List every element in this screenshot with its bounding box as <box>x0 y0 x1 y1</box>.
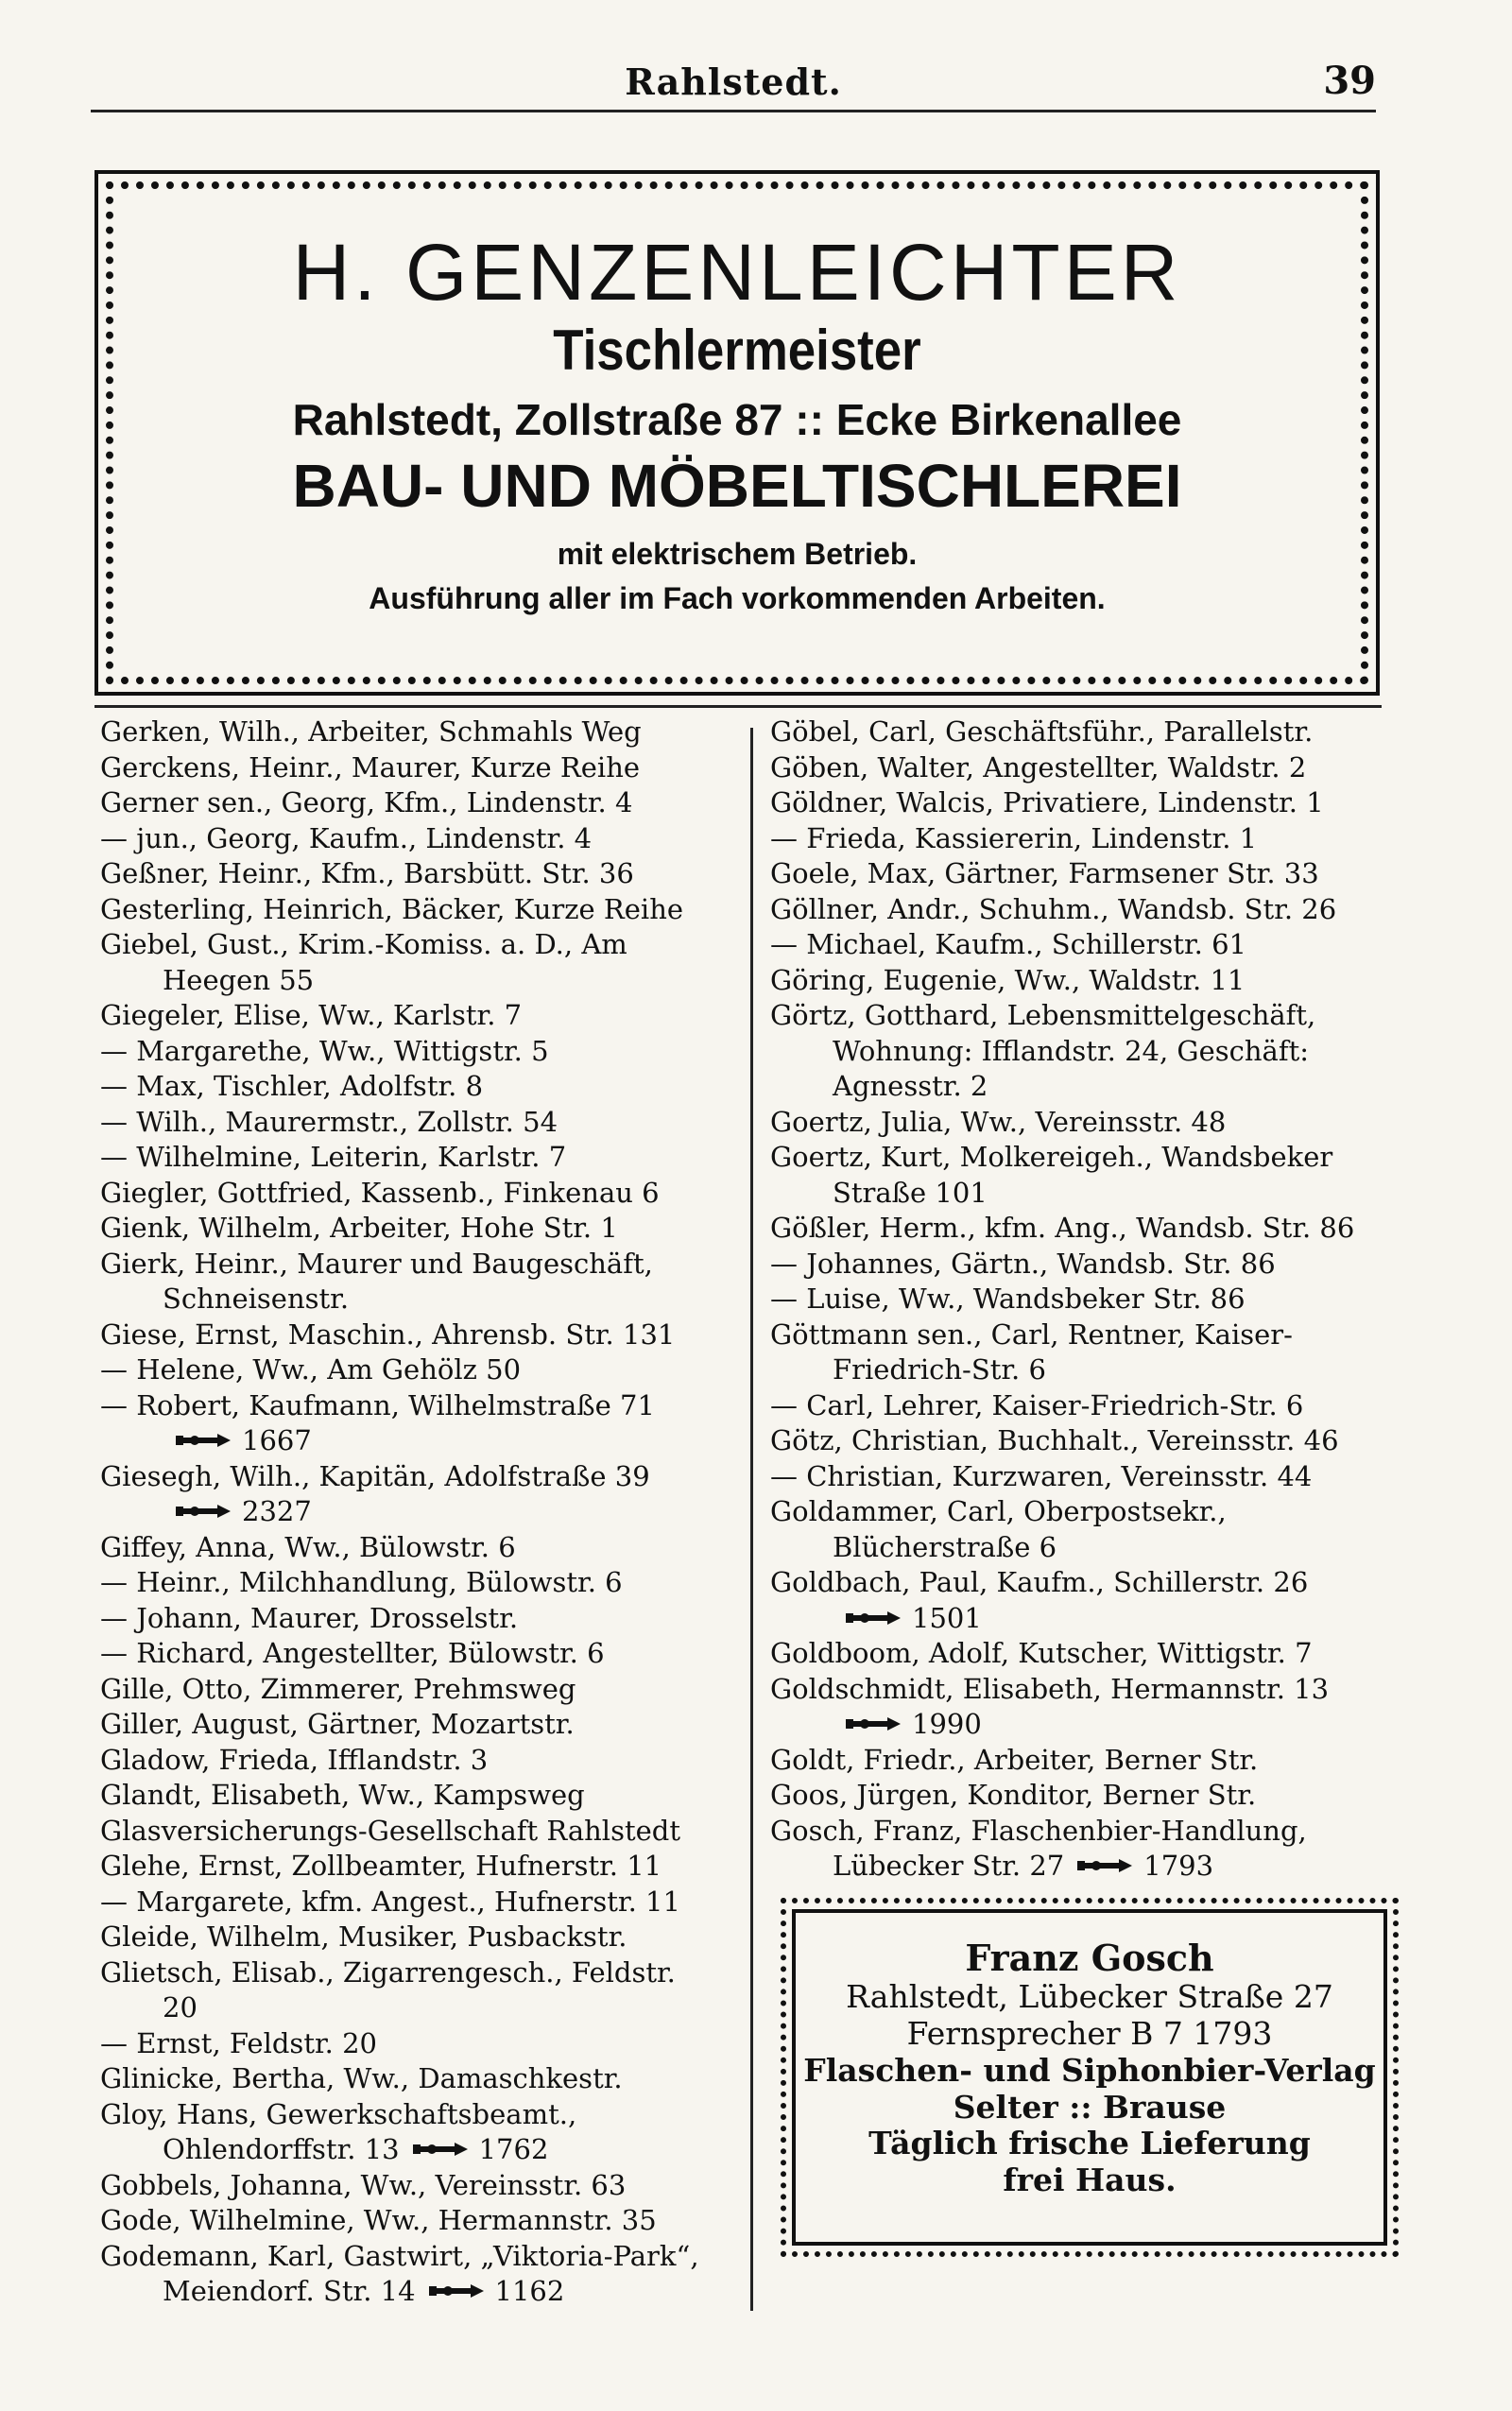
directory-entry <box>100 1530 705 1566</box>
phone-number: 2327 <box>242 1495 312 1527</box>
directory-entry <box>100 1459 705 1530</box>
entry-text: — Max, Tischler, Adolfstr. 8 <box>100 1070 484 1102</box>
directory-entry <box>100 1849 705 1885</box>
phone-number: 1762 <box>478 2133 549 2165</box>
ad-phone: Fernsprecher B 7 1793 <box>906 2014 1273 2052</box>
ad-company-name: H. GENZENLEICHTER <box>292 228 1182 317</box>
telephone-icon <box>429 2282 486 2299</box>
directory-entry <box>770 1247 1375 1283</box>
directory-entry <box>100 1352 705 1388</box>
entry-text: Goldt, Friedr., Arbeiter, Berner Str. <box>770 1743 1259 1776</box>
entry-text: — Richard, Angestellter, Bülowstr. 6 <box>100 1637 605 1669</box>
directory-entry <box>100 1069 705 1105</box>
phone-number: 1793 <box>1143 1850 1214 1882</box>
entry-text: Glietsch, Elisab., Zigarrengesch., Feldstr. 20 <box>100 1955 676 2024</box>
entry-text: Giebel, Gust., Krim.-Komiss. a. D., Am Heegen 55 <box>100 928 627 996</box>
directory-entry <box>770 1140 1375 1211</box>
directory-entry <box>770 963 1375 999</box>
directory-entry <box>100 1636 705 1672</box>
directory-entry <box>100 927 705 998</box>
entry-text: Giese, Ernst, Maschin., Ahrensb. Str. 131 <box>100 1317 676 1351</box>
ad-frame <box>792 1909 1387 2246</box>
entry-text: Glehe, Ernst, Zollbeamter, Hufnerstr. 11 <box>100 1850 662 1882</box>
directory-entry <box>100 1920 705 1955</box>
directory-entry <box>770 1565 1375 1636</box>
entry-text: — Helene, Ww., Am Gehölz 50 <box>100 1353 522 1386</box>
entry-text: Glasversicherungs-Gesellschaft Rahlstedt <box>100 1814 680 1847</box>
entry-text: Glandt, Elisabeth, Ww., Kampsweg <box>100 1779 585 1811</box>
entry-text: Giller, August, Gärtner, Mozartstr. <box>100 1708 575 1740</box>
directory-entry <box>100 2203 705 2239</box>
entry-text: Glinicke, Bertha, Ww., Damaschkestr. <box>100 2062 623 2094</box>
advertisement-genzenleichter <box>94 170 1380 696</box>
directory-entry <box>100 1743 705 1779</box>
entry-text: — Johannes, Gärtn., Wandsb. Str. 86 <box>770 1247 1276 1280</box>
directory-entry <box>770 750 1375 786</box>
entry-text: — Heinr., Milchhandlung, Bülowstr. 6 <box>100 1566 623 1598</box>
ad-products: Selter :: Brause <box>953 2088 1227 2126</box>
directory-entry <box>100 1317 705 1353</box>
ad-trade: Tischlermeister <box>553 319 921 382</box>
directory-entry <box>100 821 705 857</box>
directory-entry <box>770 1282 1375 1317</box>
telephone-icon <box>176 1503 232 1520</box>
entry-text: Götz, Christian, Buchhalt., Vereinsstr. 46 <box>770 1424 1339 1456</box>
directory-entry <box>770 1317 1375 1388</box>
directory-entry <box>100 1140 705 1176</box>
directory-entry <box>770 998 1375 1105</box>
directory-entry <box>100 750 705 786</box>
entry-text: Gesterling, Heinrich, Bäcker, Kurze Reihe <box>100 892 684 925</box>
telephone-icon <box>846 1715 902 1732</box>
directory-entry <box>100 1814 705 1850</box>
entry-text: Goertz, Kurt, Molkereigeh., Wandsbeker Straße 101 <box>770 1141 1333 1209</box>
directory-entry <box>100 1247 705 1317</box>
directory-entry <box>100 1601 705 1637</box>
ad-address: Rahlstedt, Lübecker Straße 27 <box>846 1977 1333 2015</box>
ad-delivery-1: Täglich frische Lieferung <box>868 2125 1311 2162</box>
entry-text: — Ernst, Feldstr. 20 <box>100 2026 377 2059</box>
entry-text: Gerner sen., Georg, Kfm., Lindenstr. 4 <box>100 786 633 818</box>
ad-line-1: mit elektrischem Betrieb. <box>557 537 918 572</box>
entry-text: Gerken, Wilh., Arbeiter, Schmahls Weg <box>100 715 642 748</box>
entry-text: Giffey, Anna, Ww., Bülowstr. 6 <box>100 1530 516 1563</box>
directory-entry <box>100 1388 705 1459</box>
directory-entry <box>100 1672 705 1708</box>
entry-text: Gladow, Frieda, Ifflandstr. 3 <box>100 1743 489 1776</box>
entry-text: Geßner, Heinr., Kfm., Barsbütt. Str. 36 <box>100 857 634 889</box>
directory-entry <box>770 1636 1375 1672</box>
directory-entry <box>770 1388 1375 1424</box>
entry-text: Gleide, Wilhelm, Musiker, Pusbackstr. <box>100 1920 627 1953</box>
directory-entry <box>770 1105 1375 1141</box>
entry-text: — jun., Georg, Kaufm., Lindenstr. 4 <box>100 821 593 854</box>
entry-text: Gosch, Franz, Flaschenbier-Handlung, Lübecker Str. 27 <box>770 1814 1307 1882</box>
page-number: 39 <box>1323 59 1376 103</box>
entry-text: Göring, Eugenie, Ww., Waldstr. 11 <box>770 963 1246 996</box>
entry-text: — Robert, Kaufmann, Wilhelmstraße 71 <box>100 1388 655 1421</box>
entry-text: Göbel, Carl, Geschäftsführ., Parallelstr. <box>770 715 1314 748</box>
directory-entry <box>770 821 1375 857</box>
entry-text: — Margarete, kfm. Angest., Hufnerstr. 11 <box>100 1885 680 1918</box>
directory-entry <box>100 785 705 821</box>
phone-number: 1667 <box>242 1424 312 1456</box>
entry-text: Goldbach, Paul, Kaufm., Schillerstr. 26 <box>770 1566 1309 1598</box>
entry-text: Görtz, Gotthard, Lebensmittelgeschäft, Wohnung: Ifflandstr. 24, Geschäft: Agnesstr. 2 <box>770 999 1316 1102</box>
directory-entry <box>770 927 1375 963</box>
entry-text: Gienk, Wilhelm, Arbeiter, Hohe Str. 1 <box>100 1212 618 1244</box>
directory-entry <box>770 1743 1375 1779</box>
entry-text: Goldschmidt, Elisabeth, Hermannstr. 13 <box>770 1672 1330 1705</box>
entry-text: — Frieda, Kassiererin, Lindenstr. 1 <box>770 821 1258 854</box>
directory-entry <box>100 2097 705 2168</box>
telephone-icon <box>413 2141 470 2158</box>
entry-text: Gößler, Herm., kfm. Ang., Wandsb. Str. 86 <box>770 1212 1355 1244</box>
entry-text: Gobbels, Johanna, Ww., Vereinsstr. 63 <box>100 2168 627 2201</box>
directory-entry <box>100 856 705 892</box>
directory-entry <box>770 1778 1375 1814</box>
ad-delivery-2: frei Haus. <box>1003 2161 1177 2199</box>
directory-entry <box>100 1105 705 1141</box>
directory-entry <box>100 1778 705 1814</box>
directory-entry <box>770 1211 1375 1247</box>
directory-entry <box>100 1955 705 2026</box>
directory-entry <box>770 1459 1375 1495</box>
telephone-icon <box>1077 1857 1134 1874</box>
ad-company-name: Franz Gosch <box>965 1937 1214 1979</box>
entry-text: Goertz, Julia, Ww., Vereinsstr. 48 <box>770 1105 1227 1138</box>
entry-text: Godemann, Karl, Gastwirt, „Viktoria-Park“, Meiendorf. Str. 14 <box>100 2239 699 2307</box>
ad-business: Flaschen- und Siphonbier-Verlag <box>803 2051 1376 2089</box>
page-header <box>91 59 1376 112</box>
directory-entry <box>100 1707 705 1743</box>
ad-frame <box>106 181 1368 684</box>
directory-entry <box>770 1814 1375 1885</box>
directory-column-left <box>100 715 705 2310</box>
entry-text: Giegeler, Elise, Ww., Karlstr. 7 <box>100 999 523 1031</box>
ad-address: Rahlstedt, Zollstraße 87 :: Ecke Birkenallee <box>292 395 1182 444</box>
directory-column-right <box>770 715 1375 1885</box>
directory-entry <box>100 2168 705 2204</box>
entry-text: Goldammer, Carl, Oberpostsekr., Blücherstraße 6 <box>770 1495 1227 1563</box>
directory-entry <box>100 998 705 1034</box>
phone-number: 1501 <box>912 1601 982 1634</box>
directory-entry <box>100 715 705 750</box>
directory-entry <box>100 1034 705 1070</box>
directory-entry <box>100 1885 705 1920</box>
entry-text: — Margarethe, Ww., Wittigstr. 5 <box>100 1034 549 1067</box>
entry-text: Göttmann sen., Carl, Rentner, Kaiser-Friedrich-Str. 6 <box>770 1317 1293 1386</box>
phone-number: 1990 <box>912 1708 982 1740</box>
entry-text: Gerckens, Heinr., Maurer, Kurze Reihe <box>100 750 641 784</box>
directory-entry <box>100 1565 705 1601</box>
entry-text: — Wilh., Maurermstr., Zollstr. 54 <box>100 1105 558 1138</box>
directory-entry <box>770 1494 1375 1565</box>
directory-entry <box>100 1176 705 1212</box>
directory-entry <box>100 2026 705 2062</box>
advertisement-gosch <box>781 1898 1399 2257</box>
directory-entry <box>770 1423 1375 1459</box>
entry-text: Gloy, Hans, Gewerkschaftsbeamt., Ohlendorffstr. 13 <box>100 2097 577 2165</box>
entry-text: Gille, Otto, Zimmerer, Prehmsweg <box>100 1672 576 1705</box>
directory-entry <box>770 892 1375 928</box>
entry-text: Göllner, Andr., Schuhm., Wandsb. Str. 26 <box>770 892 1337 925</box>
entry-text: Goldboom, Adolf, Kutscher, Wittigstr. 7 <box>770 1637 1313 1669</box>
ad-line-2: Ausführung aller im Fach vorkommenden Arbeiten. <box>369 580 1106 615</box>
directory-entry <box>100 1211 705 1247</box>
telephone-icon <box>846 1610 902 1627</box>
entry-text: — Wilhelmine, Leiterin, Karlstr. 7 <box>100 1141 567 1173</box>
column-divider <box>750 728 753 2311</box>
running-title: Rahlstedt. <box>625 60 842 103</box>
directory-entry <box>770 856 1375 892</box>
directory-entry <box>770 715 1375 750</box>
entry-text: Gode, Wilhelmine, Ww., Hermannstr. 35 <box>100 2204 657 2236</box>
entry-text: Göben, Walter, Angestellter, Waldstr. 2 <box>770 750 1307 784</box>
directory-entry <box>100 2061 705 2097</box>
entry-text: Giesegh, Wilh., Kapitän, Adolfstraße 39 <box>100 1459 650 1492</box>
ad-business: BAU- UND MÖBELTISCHLEREI <box>292 451 1182 520</box>
entry-text: — Johann, Maurer, Drosselstr. <box>100 1601 519 1634</box>
phone-number: 1162 <box>494 2275 565 2307</box>
entry-text: — Michael, Kaufm., Schillerstr. 61 <box>770 928 1246 960</box>
entry-text: Giegler, Gottfried, Kassenb., Finkenau 6 <box>100 1176 660 1209</box>
directory-entry <box>770 785 1375 821</box>
telephone-icon <box>176 1432 232 1449</box>
horizontal-divider <box>94 705 1382 708</box>
directory-entry <box>770 1672 1375 1743</box>
entry-text: Goele, Max, Gärtner, Farmsener Str. 33 <box>770 857 1319 889</box>
entry-text: Göldner, Walcis, Privatiere, Lindenstr. 1 <box>770 786 1324 818</box>
entry-text: — Luise, Ww., Wandsbeker Str. 86 <box>770 1283 1246 1315</box>
entry-text: Gierk, Heinr., Maurer und Baugeschäft, Schneisenstr. <box>100 1247 653 1315</box>
entry-text: Goos, Jürgen, Konditor, Berner Str. <box>770 1779 1257 1811</box>
entry-text: — Carl, Lehrer, Kaiser-Friedrich-Str. 6 <box>770 1388 1304 1421</box>
directory-entry <box>100 892 705 928</box>
directory-entry <box>100 2239 705 2310</box>
entry-text: — Christian, Kurzwaren, Vereinsstr. 44 <box>770 1459 1313 1492</box>
